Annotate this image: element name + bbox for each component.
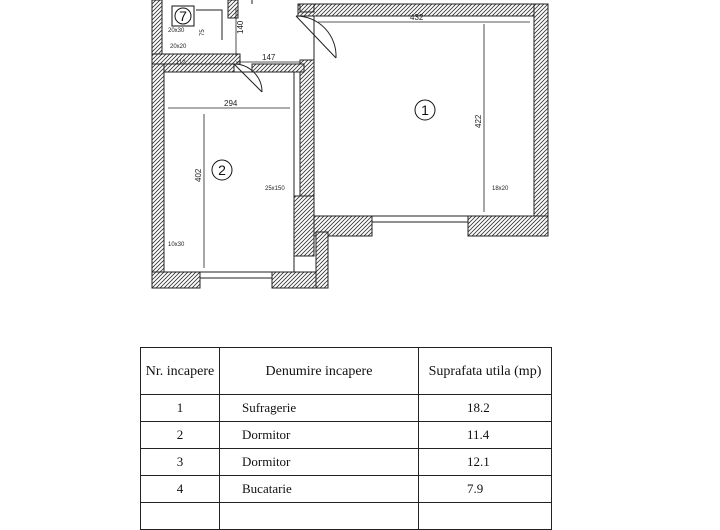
cell-name: Bucatarie: [220, 476, 419, 503]
plan-labels: [168, 13, 509, 248]
dim-147: 147: [262, 53, 276, 62]
dim-140: 140: [236, 20, 245, 34]
table-row: [141, 449, 552, 476]
table-row: [141, 422, 552, 449]
dim-width-room2: 294: [224, 99, 238, 108]
header-name: Denumire incapere: [220, 348, 419, 395]
cell-area: [419, 503, 552, 530]
cell-nr: [141, 503, 220, 530]
dim-20x20: 20x20: [170, 44, 187, 50]
cell-nr: 3: [141, 449, 220, 476]
walls: [152, 0, 548, 288]
cell-name: Dormitor: [220, 449, 419, 476]
cell-area: 7.9: [419, 476, 552, 503]
room-number-1: [415, 100, 435, 120]
dim-20x30: 20x30: [168, 28, 185, 34]
dim-75: 75: [200, 29, 206, 36]
room-number-2: [212, 160, 232, 180]
cell-area: 18.2: [419, 395, 552, 422]
table-header-row: [141, 348, 552, 395]
dim-10x30: 10x30: [168, 242, 185, 248]
room-number-1-text: 1: [421, 102, 429, 118]
table-row: [141, 395, 552, 422]
cell-nr: 4: [141, 476, 220, 503]
rooms-table: [140, 347, 552, 530]
dim-height-room2: 402: [194, 168, 203, 182]
table-row: [141, 503, 552, 530]
table-row: [141, 476, 552, 503]
dim-height-room1: 422: [474, 114, 483, 128]
dim-18x20: 18x20: [492, 186, 509, 192]
header-area: Suprafata utila (mp): [419, 348, 552, 395]
room-number-2-text: 2: [218, 162, 226, 178]
cell-name: Dormitor: [220, 422, 419, 449]
cell-nr: 1: [141, 395, 220, 422]
cell-name: [220, 503, 419, 530]
room-number-7: [172, 6, 194, 26]
header-nr: Nr. incapere: [141, 348, 220, 395]
dim-25x150: 25x150: [265, 186, 285, 192]
room-number-7-text: 7: [179, 8, 187, 24]
cell-name: Sufragerie: [220, 395, 419, 422]
cell-nr: 2: [141, 422, 220, 449]
dim-width-room1: 432: [410, 13, 424, 22]
cell-area: 12.1: [419, 449, 552, 476]
cell-area: 11.4: [419, 422, 552, 449]
dim-112: 112: [176, 60, 186, 66]
